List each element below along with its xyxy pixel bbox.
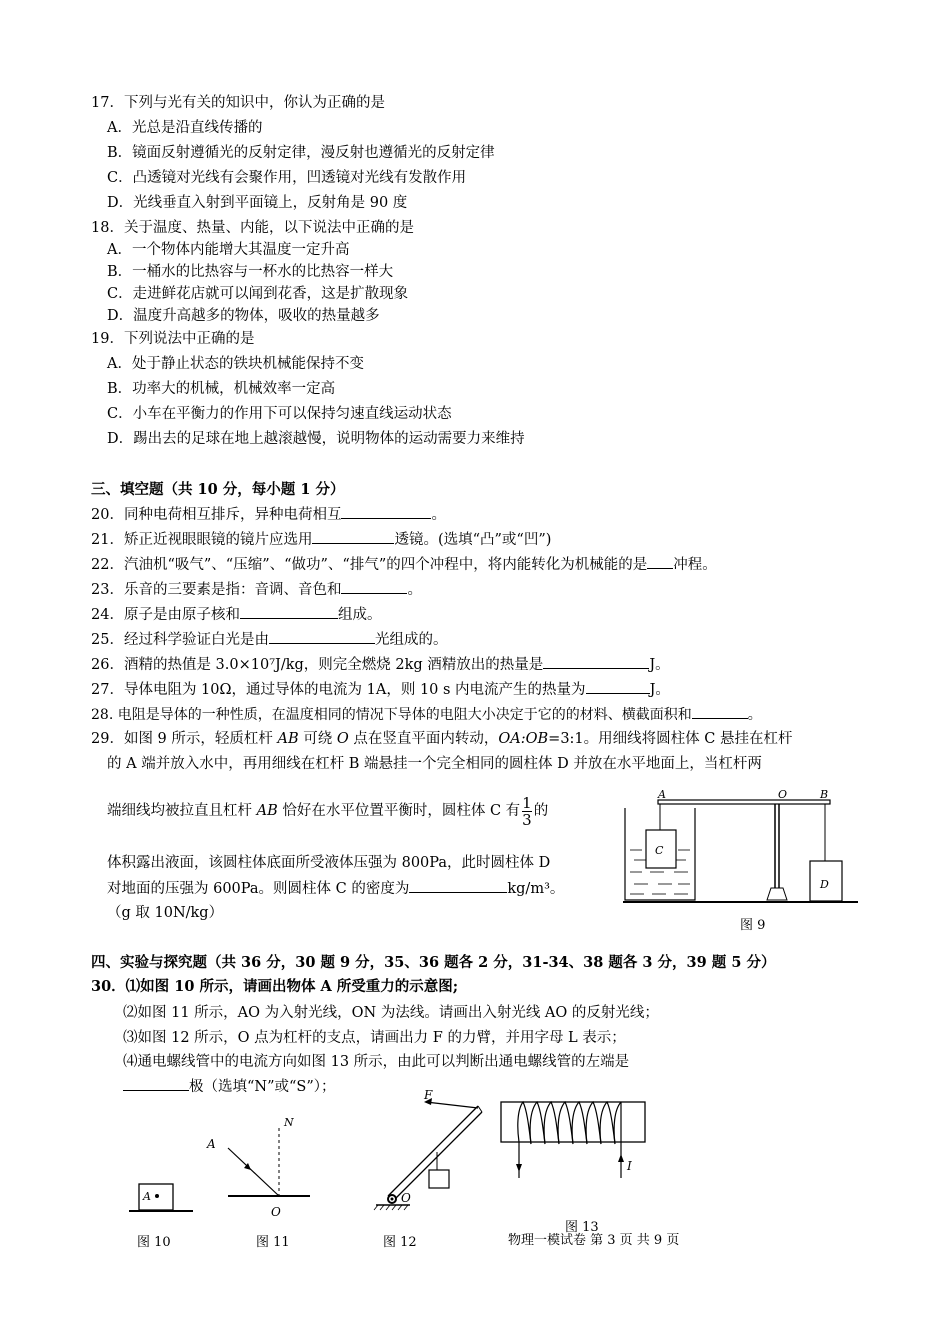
q30-part-1: 30．⑴如图 10 所示，请画出物体 A 所受重力的示意图; xyxy=(91,978,459,995)
svg-text:N: N xyxy=(284,1116,294,1129)
lever-bar xyxy=(658,800,830,804)
q24-answer-blank[interactable] xyxy=(240,604,338,619)
q25: 25．经过科学验证白光是由 光组成的。 xyxy=(91,629,447,650)
q18-stem: 18．关于温度、热量、内能，以下说法中正确的是 xyxy=(91,220,414,236)
q28: 28. 电阻是导体的一种性质，在温度相同的情况下导体的电阻大小决定于它的的材料、横截面积和 。 xyxy=(91,704,762,725)
figure-11-caption: 图 11 xyxy=(256,1235,290,1250)
svg-text:O: O xyxy=(401,1191,411,1205)
label-a: A xyxy=(658,788,666,801)
figure-9-caption: 图 9 xyxy=(740,918,766,933)
figure-11-reflection xyxy=(200,1110,320,1222)
q22-answer-blank[interactable] xyxy=(647,554,673,569)
q19-option-b: B．功率大的机械，机械效率一定高 xyxy=(107,381,336,397)
incident-ray xyxy=(228,1148,279,1196)
q19-option-d: D．踢出去的足球在地上越滚越慢，说明物体的运动需要力来维持 xyxy=(107,431,525,447)
q17-option-d: D．光线垂直入射到平面镜上，反射角是 90 度 xyxy=(107,195,408,211)
q27: 27．导体电阻为 10Ω，通过导体的电流为 1A，则 10 s 内电流产生的热量为 J。 xyxy=(91,679,670,700)
q26: 26．酒精的热值是 3.0×10⁷J/kg，则完全燃烧 2kg 酒精放出的热量是 J。 xyxy=(91,654,670,675)
q29-line-4: 体积露出液面，该圆柱体底面所受液体压强为 800Pa，此时圆柱体 D xyxy=(107,855,551,871)
q18-option-a: A．一个物体内能增大其温度一定升高 xyxy=(107,242,350,258)
figure-12-caption: 图 12 xyxy=(383,1235,417,1250)
q30-answer-blank[interactable] xyxy=(123,1076,189,1091)
label-c: C xyxy=(655,844,664,857)
figure-13-caption: 图 13 xyxy=(565,1220,599,1235)
q18-option-b: B．一桶水的比热容与一杯水的比热容一样大 xyxy=(107,264,394,280)
section-3-title: 三、填空题（共 10 分，每小题 1 分） xyxy=(91,481,345,498)
q23: 23．乐音的三要素是指：音调、音色和 。 xyxy=(91,579,422,600)
q30-part-3: ⑶如图 12 所示，O 点为杠杆的支点，请画出力 F 的力臂，并用字母 L 表示； xyxy=(123,1030,626,1046)
q23-answer-blank[interactable] xyxy=(341,579,407,594)
svg-text:I: I xyxy=(627,1159,632,1173)
q17-option-c: C．凸透镜对光线有会聚作用，凹透镜对光线有发散作用 xyxy=(107,170,467,186)
q29-line-5: 对地面的压强为 600Pa。则圆柱体 C 的密度为 kg/m³。 xyxy=(107,878,564,899)
q18-option-d: D．温度升高越多的物体，吸收的热量越多 xyxy=(107,308,380,324)
q28-answer-blank[interactable] xyxy=(692,704,748,719)
svg-text:O: O xyxy=(271,1205,281,1219)
svg-text:F: F xyxy=(424,1088,433,1102)
q29-line-6: （g 取 10N/kg） xyxy=(107,905,224,921)
hanging-weight xyxy=(429,1170,449,1188)
q19-stem: 19．下列说法中正确的是 xyxy=(91,331,255,347)
q29-line-1: 29．如图 9 所示，轻质杠杆 AB 可绕 O 点在竖直平面内转动，OA:OB=3:1。用细线将圆柱体 C 悬挂在杠杆 xyxy=(91,731,793,747)
page-footer: 物理一模试卷 第 3 页 共 9 页 xyxy=(508,1233,680,1248)
q22: 22．汽油机“吸气”、“压缩”、“做功”、“排气”的四个冲程中，将内能转化为机械能的是 冲程。 xyxy=(91,554,717,575)
q17-option-a: A．光总是沿直线传播的 xyxy=(107,120,263,136)
label-o: O xyxy=(778,788,788,801)
section-4-title: 四、实验与探究题（共 36 分，30 题 9 分，35、36 题各 2 分，31-34、38 题各 3 分，39 题 5 分） xyxy=(91,954,776,971)
label-b: B xyxy=(820,788,829,801)
q19-option-a: A．处于静止状态的铁块机械能保持不变 xyxy=(107,356,364,372)
figure-9-lever-diagram xyxy=(620,788,860,913)
svg-text:A: A xyxy=(143,1190,151,1203)
q25-answer-blank[interactable] xyxy=(269,629,375,644)
q26-answer-blank[interactable] xyxy=(543,654,649,669)
one-third-fraction: $\frac{1}{3}$ xyxy=(522,793,532,829)
figure-12-lever xyxy=(370,1088,490,1213)
q30-part-2: ⑵如图 11 所示，AO 为入射光线，ON 为法线。请画出入射光线 AO 的反射光线； xyxy=(123,1005,659,1021)
q20-answer-blank[interactable] xyxy=(341,504,431,519)
q27-answer-blank[interactable] xyxy=(586,679,650,694)
svg-text:A: A xyxy=(207,1137,216,1151)
q21: 21．矫正近视眼眼镜的镜片应选用 透镜。(选填“凸”或“凹”) xyxy=(91,529,551,550)
q29-line-2: 的 A 端并放入水中，再用细线在杠杆 B 端悬挂一个完全相同的圆柱体 D 并放在水平地面上，当杠杆两 xyxy=(107,756,762,772)
figure-10-block xyxy=(125,1180,195,1220)
q30-part-4: ⑷通电螺线管中的电流方向如图 13 所示，由此可以判断出通电螺线管的左端是 xyxy=(123,1054,630,1070)
q17-option-b: B．镜面反射遵循光的反射定律，漫反射也遵循光的反射定律 xyxy=(107,145,495,161)
figure-10-caption: 图 10 xyxy=(137,1235,171,1250)
q24: 24．原子是由原子核和 组成。 xyxy=(91,604,381,625)
force-f-arrow xyxy=(426,1102,478,1108)
q20: 20．同种电荷相互排斥，异种电荷相互 。 xyxy=(91,504,446,525)
q18-option-c: C．走进鲜花店就可以闻到花香，这是扩散现象 xyxy=(107,286,409,302)
q30-part-4-line-2: 极（选填“N”或“S”）； xyxy=(123,1076,336,1097)
q29-answer-blank[interactable] xyxy=(409,878,507,893)
label-d: D xyxy=(820,878,829,891)
figure-13-solenoid xyxy=(497,1098,649,1193)
q17-stem: 17．下列与光有关的知识中，你认为正确的是 xyxy=(91,95,385,111)
q19-option-c: C．小车在平衡力的作用下可以保持匀速直线运动状态 xyxy=(107,406,452,422)
q21-answer-blank[interactable] xyxy=(312,529,394,544)
q29-line-3: 端细线均被拉直且杠杆 AB 恰好在水平位置平衡时，圆柱体 C 有 $\frac{1}{3}$ 的 xyxy=(107,793,549,829)
